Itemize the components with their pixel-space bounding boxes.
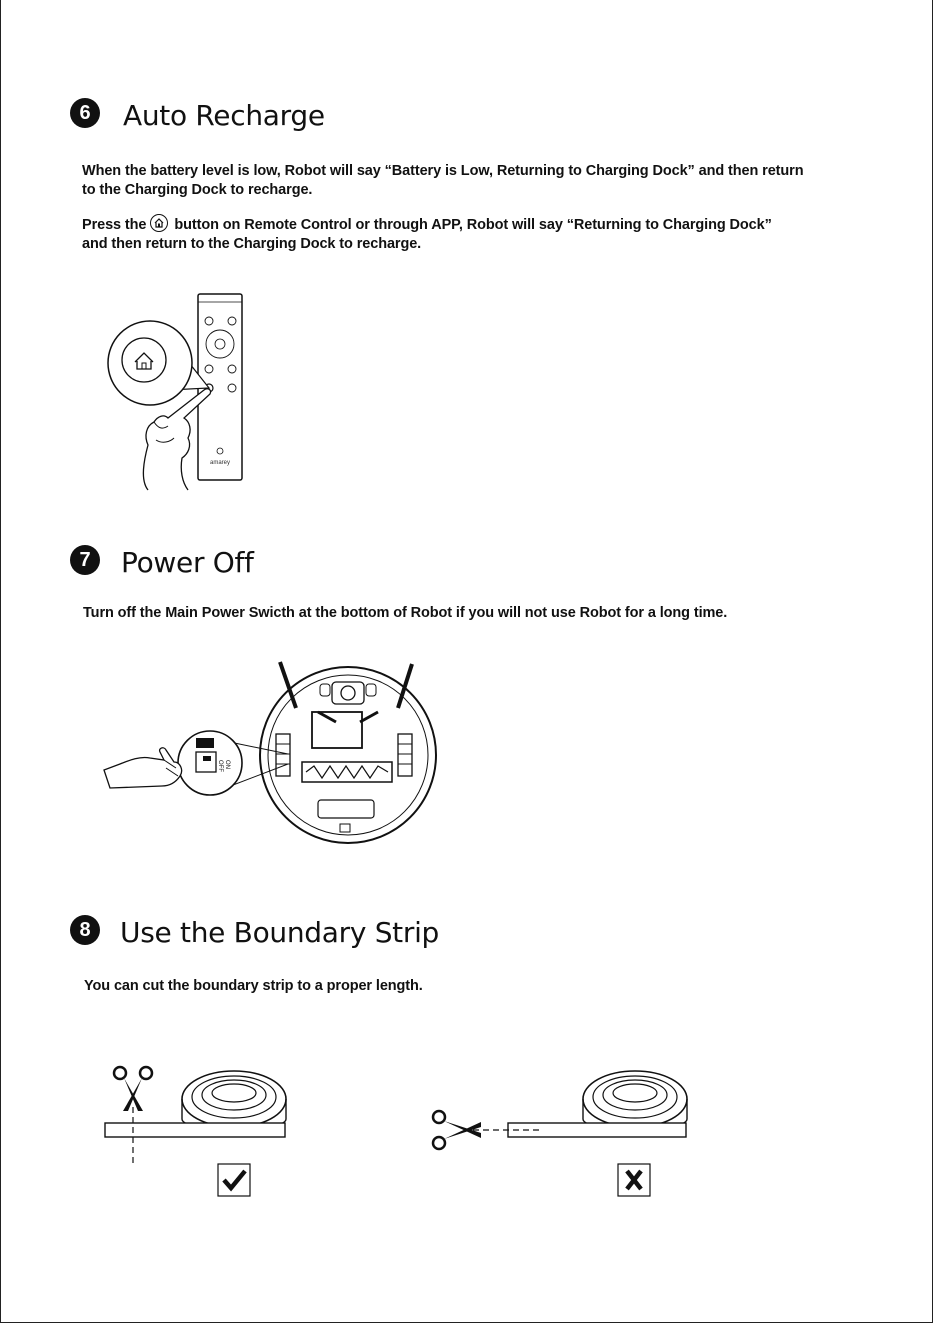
paragraph-line: and then return to the Charging Dock to recharge. [82, 236, 422, 252]
section-number-badge: 6 [70, 98, 100, 128]
paragraph-line: to the Charging Dock to recharge. [82, 182, 313, 198]
power-off-paragraph [83, 604, 727, 623]
scissors-icon [114, 1067, 152, 1111]
paragraph-line: Turn off the Main Power Swicth at the bottom of Robot if you will not use Robot for a long time. [83, 605, 728, 621]
home-button-icon [150, 214, 168, 232]
robot-bottom-illustration [100, 660, 445, 850]
check-icon [217, 1163, 251, 1197]
switch-off-label: OFF [217, 760, 223, 772]
paragraph-text: button on Remote Control or through APP, Robot will say “Returning to Charging Dock” [174, 217, 772, 233]
remote-control-illustration [100, 290, 260, 500]
boundary-strip-paragraph [84, 977, 423, 996]
auto-recharge-paragraph-2 [82, 214, 772, 254]
section-title-auto-recharge: Auto Recharge [123, 99, 325, 132]
paragraph-line: When the battery level is low, Robot will say “Battery is Low, Returning to Charging Dock” and then return [82, 163, 804, 179]
section-title-power-off: Power Off [121, 546, 254, 579]
wrong-cut-illustration [425, 1055, 695, 1165]
paragraph-text: Press the [82, 217, 147, 233]
paragraph-line [82, 214, 772, 235]
correct-cut-illustration [100, 1055, 300, 1205]
remote-brand-label: amarey [209, 460, 231, 466]
paragraph-line: You can cut the boundary strip to a proper length. [84, 978, 423, 994]
switch-on-label: ON [224, 760, 230, 769]
section-number-badge: 8 [70, 915, 100, 945]
cross-icon [617, 1163, 651, 1197]
section-number-badge: 7 [70, 545, 100, 575]
section-title-boundary-strip: Use the Boundary Strip [120, 916, 440, 949]
auto-recharge-paragraph-1 [82, 162, 803, 200]
